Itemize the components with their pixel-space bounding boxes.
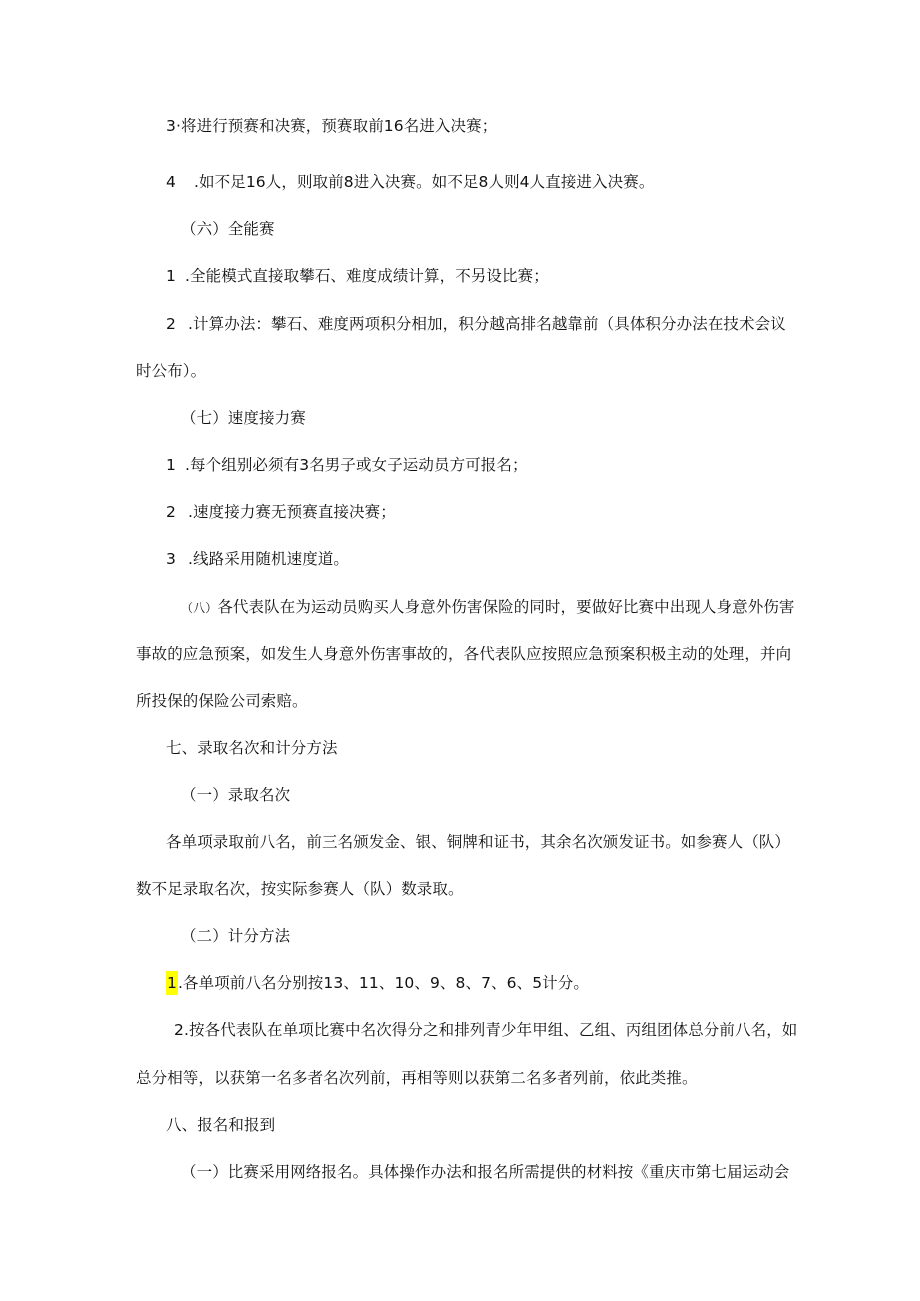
- insurance-paragraph-line-1: （八）各代表队在为运动员购买人身意外伤害保险的同时，要做好比赛中出现人身意外伤害: [181, 598, 795, 616]
- rule-line-3: 3·将进行预赛和决赛，预赛取前16名进入决赛；: [166, 117, 498, 135]
- all-round-item-2-cont: 时公布）。: [136, 362, 207, 380]
- section-heading-ranking: （一）录取名次: [181, 786, 291, 804]
- chapter-heading-registration: 八、报名和报到: [166, 1116, 276, 1134]
- highlight-mark: 1: [166, 971, 178, 995]
- ranking-paragraph-line-2: 数不足录取名次，按实际参赛人（队）数录取。: [136, 880, 464, 898]
- speed-relay-item-2: 2 .速度接力赛无预赛直接决赛；: [166, 503, 396, 521]
- speed-relay-item-3: 3 .线路采用随机速度道。: [166, 550, 350, 568]
- registration-paragraph-line-1: （一）比赛采用网络报名。具体操作办法和报名所需提供的材料按《重庆市第七届运动会: [181, 1163, 790, 1181]
- scoring-item-2-line-2: 总分相等，以获第一名多者名次列前，再相等则以获第二名多者列前，依此类推。: [136, 1069, 698, 1087]
- scoring-item-1: 1.各单项前八名分别按13、11、10、9、8、7、6、5计分。: [166, 973, 589, 993]
- speed-relay-item-1: 1 .每个组别必须有3名男子或女子运动员方可报名；: [166, 456, 528, 474]
- insurance-paragraph-line-3: 所投保的保险公司索赔。: [136, 692, 308, 710]
- section-heading-speed-relay: （七）速度接力赛: [181, 409, 306, 427]
- scoring-item-2-line-1: 2.按各代表队在单项比赛中名次得分之和排列青少年甲组、乙组、丙组团体总分前八名，如: [174, 1021, 798, 1039]
- rule-line-4: 4 .如不足16人，则取前8进入决赛。如不足8人则4人直接进入决赛。: [166, 173, 655, 191]
- section-heading-scoring: （二）计分方法: [181, 927, 291, 945]
- ranking-paragraph-line-1: 各单项录取前八名，前三名颁发金、银、铜牌和证书，其余名次颁发证书。如参赛人（队）: [166, 833, 791, 851]
- section-heading-all-round: （六）全能赛: [181, 220, 275, 238]
- insurance-paragraph-line-2: 事故的应急预案，如发生人身意外伤害事故的，各代表队应按照应急预案积极主动的处理，并向: [136, 645, 792, 663]
- all-round-item-2: 2 .计算办法：攀石、难度两项积分相加，积分越高排名越靠前（具体积分办法在技术会议: [166, 315, 786, 333]
- chapter-heading-ranking-scoring: 七、录取名次和计分方法: [166, 739, 338, 757]
- all-round-item-1: 1 .全能模式直接取攀石、难度成绩计算，不另设比赛；: [166, 267, 549, 285]
